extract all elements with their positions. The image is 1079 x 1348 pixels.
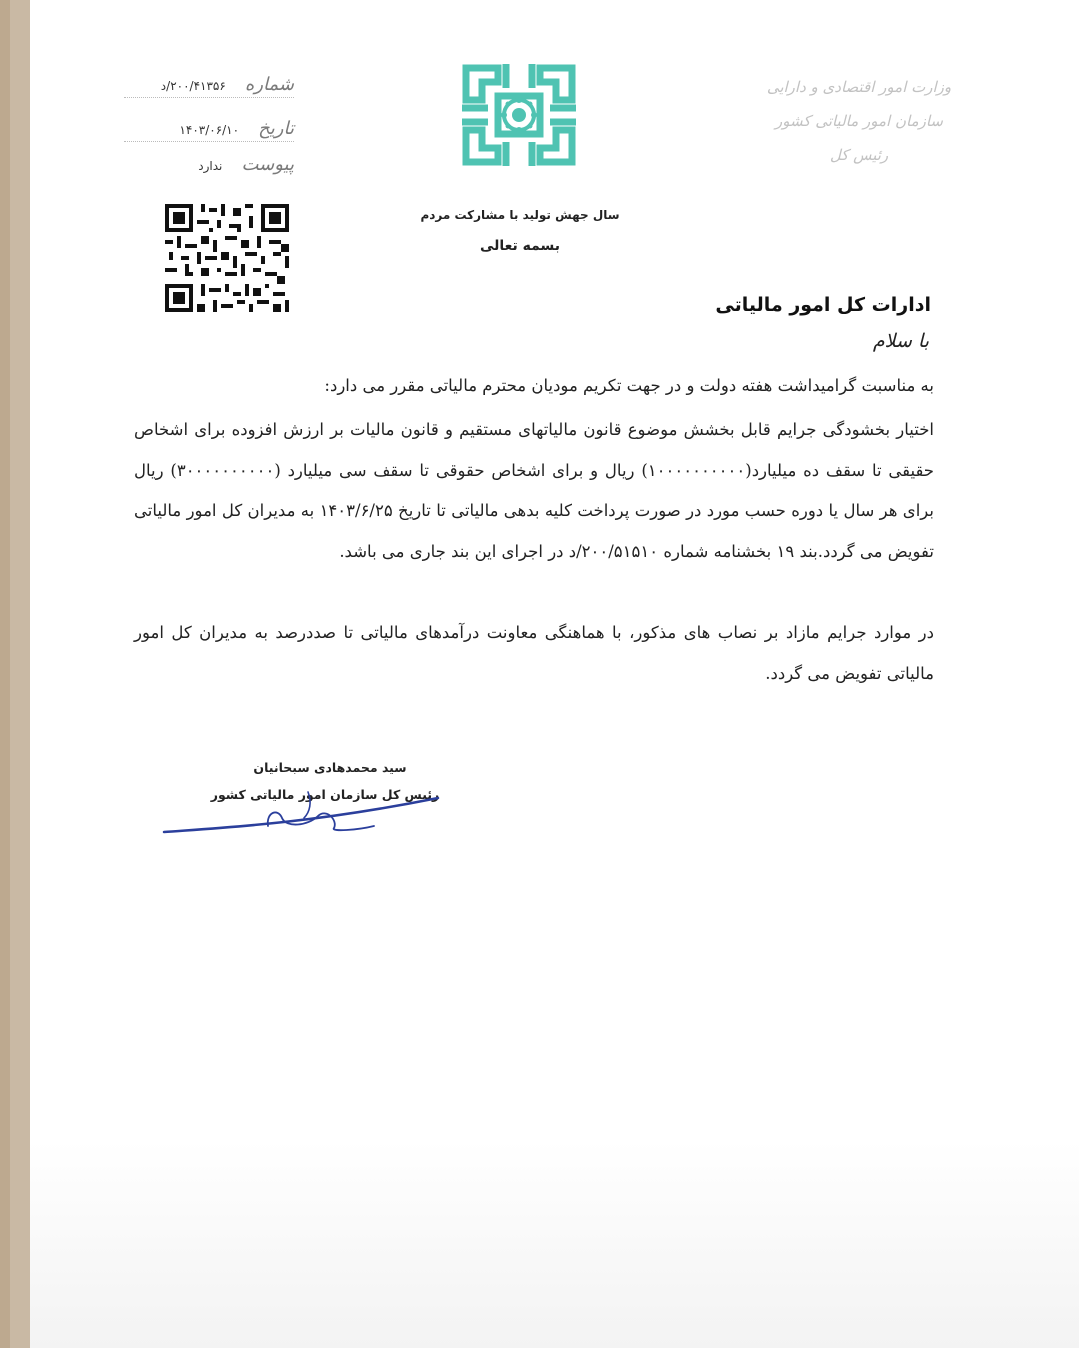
letter-number: [124, 74, 294, 95]
ministry-line: وزارت امور اقتصادی و دارایی: [766, 78, 952, 96]
number-value: ۲۰۰/۴۱۳۵۶/د: [160, 79, 226, 93]
signer-name: سید محمدهادی سبحانیان: [253, 760, 407, 775]
number-label: شماره: [244, 74, 294, 95]
qr-code-icon: [165, 204, 289, 312]
attachment-label: پیوست: [241, 154, 294, 175]
attachment-value: ندارد: [198, 159, 223, 173]
date-dotted-line: [124, 141, 294, 142]
year-slogan: سال جهش تولید با مشارکت مردم: [420, 208, 620, 222]
intro-paragraph: به مناسبت گرامیداشت هفته دولت و در جهت تکریم مودیان محترم مالیاتی مقرر می دارد:: [324, 376, 934, 395]
handwritten-signature: [158, 772, 448, 842]
body-paragraph-2: در موارد جرایم مازاد بر نصاب های مذکور، با هماهنگی معاونت درآمدهای مالیاتی تا صددرصد به مدیران کل امور مالیاتی تفویض می گردد.: [134, 623, 934, 683]
left-edge-shadow: [0, 0, 10, 1348]
letter-attachment: [124, 154, 294, 175]
ministry-line: سازمان امور مالیاتی کشور: [775, 112, 943, 130]
greeting: با سلام: [872, 330, 929, 352]
basmala: بسمه تعالی: [479, 238, 561, 254]
date-label: تاریخ: [258, 118, 294, 139]
ministry-letterhead: [759, 70, 959, 172]
recipient-heading: ادارات کل امور مالیاتی: [715, 294, 931, 316]
ministry-line: رئیس کل: [829, 146, 889, 164]
body-paragraph-1: اختیار بخشودگی جرایم قابل بخشش موضوع قانون مالیاتهای مستقیم و قانون مالیات بر ارزش افزوده برای اشخاص حقیقی تا سقف ده میلیارد(۱۰۰۰۰۰۰۰۰۰۰) ریال و برای اشخاص حقوقی تا سقف سی میلیارد (۳۰۰۰۰۰۰۰۰۰۰) ریال برای هر سال یا دوره حسب مورد در صورت پرداخت کلیه بدهی مالیاتی تا تاریخ ۱۴۰۳/۶/۲۵ به مدیران کل امور مالیاتی تفویض می گردد.بند ۱۹ بخشنامه شماره ۲۰۰/۵۱۵۱۰/د در اجرای این بند جاری می باشد.: [134, 420, 934, 561]
number-dotted-line: [124, 97, 294, 98]
letter-page: [30, 0, 1079, 1348]
signer-title: رئیس کل سازمان امور مالیاتی کشور: [210, 787, 440, 802]
letter-date: [124, 118, 294, 139]
tax-organization-emblem-icon: [458, 60, 580, 170]
left-edge-strip: [0, 0, 30, 1348]
date-value: ۱۴۰۳/۰۶/۱۰: [179, 123, 240, 137]
